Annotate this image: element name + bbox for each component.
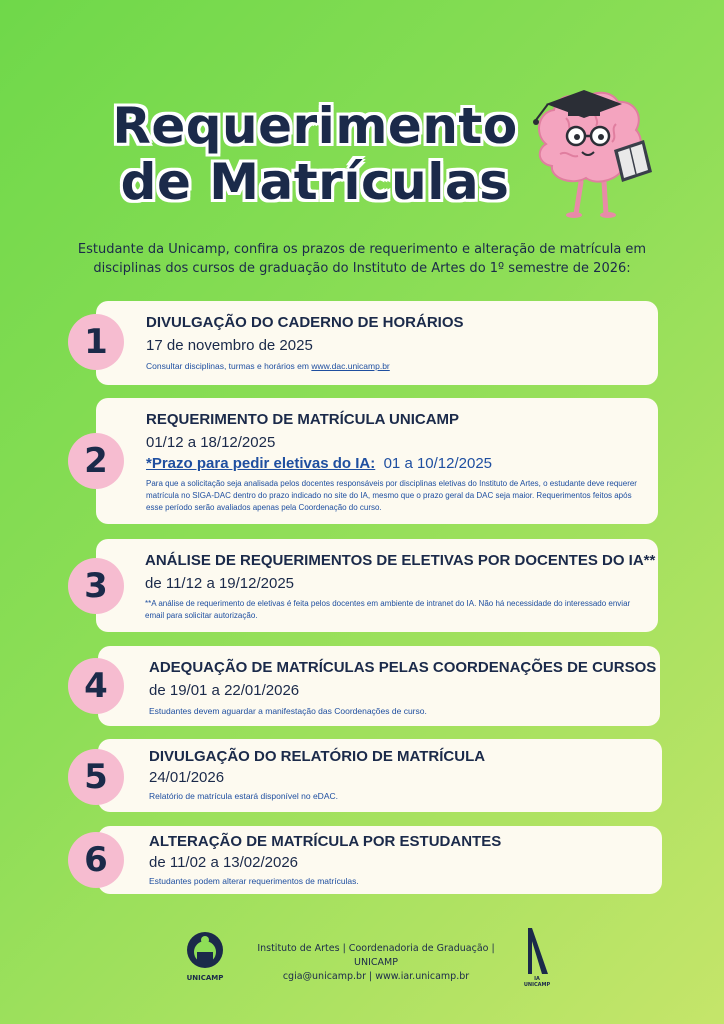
elective-deadline-label: *Prazo para pedir eletivas do IA: — [146, 455, 376, 472]
footer-line-1: Instituto de Artes | Coordenadoria de Graduação | UNICAMP — [257, 943, 495, 968]
step-note: Para que a solicitação seja analisada pelos docentes responsáveis por disciplinas eletivas do Instituto de Artes, o estudante deve requerer matrícula no SIGA-DAC dentro do prazo indicado no site do IA, mesmo que o prazo geral da DAC seja maior. Requerimentos feitos após esse período serão avaliados apenas pela Coordenação do curso. — [146, 479, 637, 512]
step-date: 24/01/2026 — [149, 769, 225, 786]
step-content-6 — [149, 833, 654, 887]
step-note — [146, 360, 646, 372]
elective-deadline-date: 01 a 10/12/2025 — [383, 455, 493, 472]
unicamp-logo-icon — [180, 928, 230, 974]
step-title: ANÁLISE DE REQUERIMENTOS DE ELETIVAS POR DOCENTES DO IA** — [145, 552, 656, 569]
step-badge-3: 3 — [68, 558, 124, 614]
footer-line-2: cgia@unicamp.br | www.iar.unicamp.br — [282, 971, 470, 982]
step-content-5 — [149, 748, 654, 802]
ia-logo — [522, 926, 552, 986]
step-title: REQUERIMENTO DE MATRÍCULA UNICAMP — [146, 411, 460, 428]
step-badge-2: 2 — [68, 433, 124, 489]
footer-text — [236, 942, 516, 984]
step-note: Relatório de matrícula estará disponível no eDAC. — [149, 791, 338, 801]
step-badge-1: 1 — [68, 314, 124, 370]
step-date: de 19/01 a 22/01/2026 — [149, 682, 300, 699]
step-note-prefix: Consultar disciplinas, turmas e horários em — [146, 361, 312, 371]
step-title: DIVULGAÇÃO DO CADERNO DE HORÁRIOS — [146, 314, 464, 331]
title-line-2: de Matrículas — [120, 153, 510, 211]
unicamp-logo-label: UNICAMP — [186, 974, 224, 982]
step-note: Estudantes devem aguardar a manifestação das Coordenações de curso. — [149, 706, 427, 716]
ia-logo-label: IA UNICAMP — [523, 976, 551, 988]
step-badge-5: 5 — [68, 749, 124, 805]
ia-logo-icon — [522, 926, 552, 976]
step-badge-6: 6 — [68, 832, 124, 888]
page-title — [80, 98, 550, 210]
unicamp-logo — [180, 928, 230, 988]
step-note: Estudantes podem alterar requerimentos de matrículas. — [149, 876, 359, 886]
dac-link[interactable]: www.dac.unicamp.br — [311, 361, 390, 371]
step-content-3 — [145, 552, 656, 622]
elective-deadline — [146, 455, 648, 472]
step-content-4 — [149, 659, 657, 717]
step-content-2 — [146, 411, 648, 514]
step-note: **A análise de requerimento de eletivas é feita pelos docentes em ambiente de intranet do IA. Não há necessidade do interessado enviar email para solicitar autorização. — [145, 599, 631, 620]
step-date: 17 de novembro de 2025 — [146, 337, 313, 354]
brain-mascot-icon — [526, 74, 666, 224]
step-date: de 11/02 a 13/02/2026 — [149, 854, 299, 871]
step-title: ADEQUAÇÃO DE MATRÍCULAS PELAS COORDENAÇÕES DE CURSOS — [149, 659, 657, 676]
step-date: de 11/12 a 19/12/2025 — [145, 575, 295, 592]
step-content-1 — [146, 314, 646, 372]
step-title: DIVULGAÇÃO DO RELATÓRIO DE MATRÍCULA — [149, 748, 486, 765]
step-date: 01/12 a 18/12/2025 — [146, 434, 276, 451]
title-line-1: Requerimento — [112, 97, 518, 155]
step-badge-4: 4 — [68, 658, 124, 714]
intro-text: Estudante da Unicamp, confira os prazos de requerimento e alteração de matrícula em disciplinas dos cursos de graduação do Instituto de Artes do 1º semestre de 2026: — [77, 242, 647, 276]
step-title: ALTERAÇÃO DE MATRÍCULA POR ESTUDANTES — [149, 833, 502, 850]
